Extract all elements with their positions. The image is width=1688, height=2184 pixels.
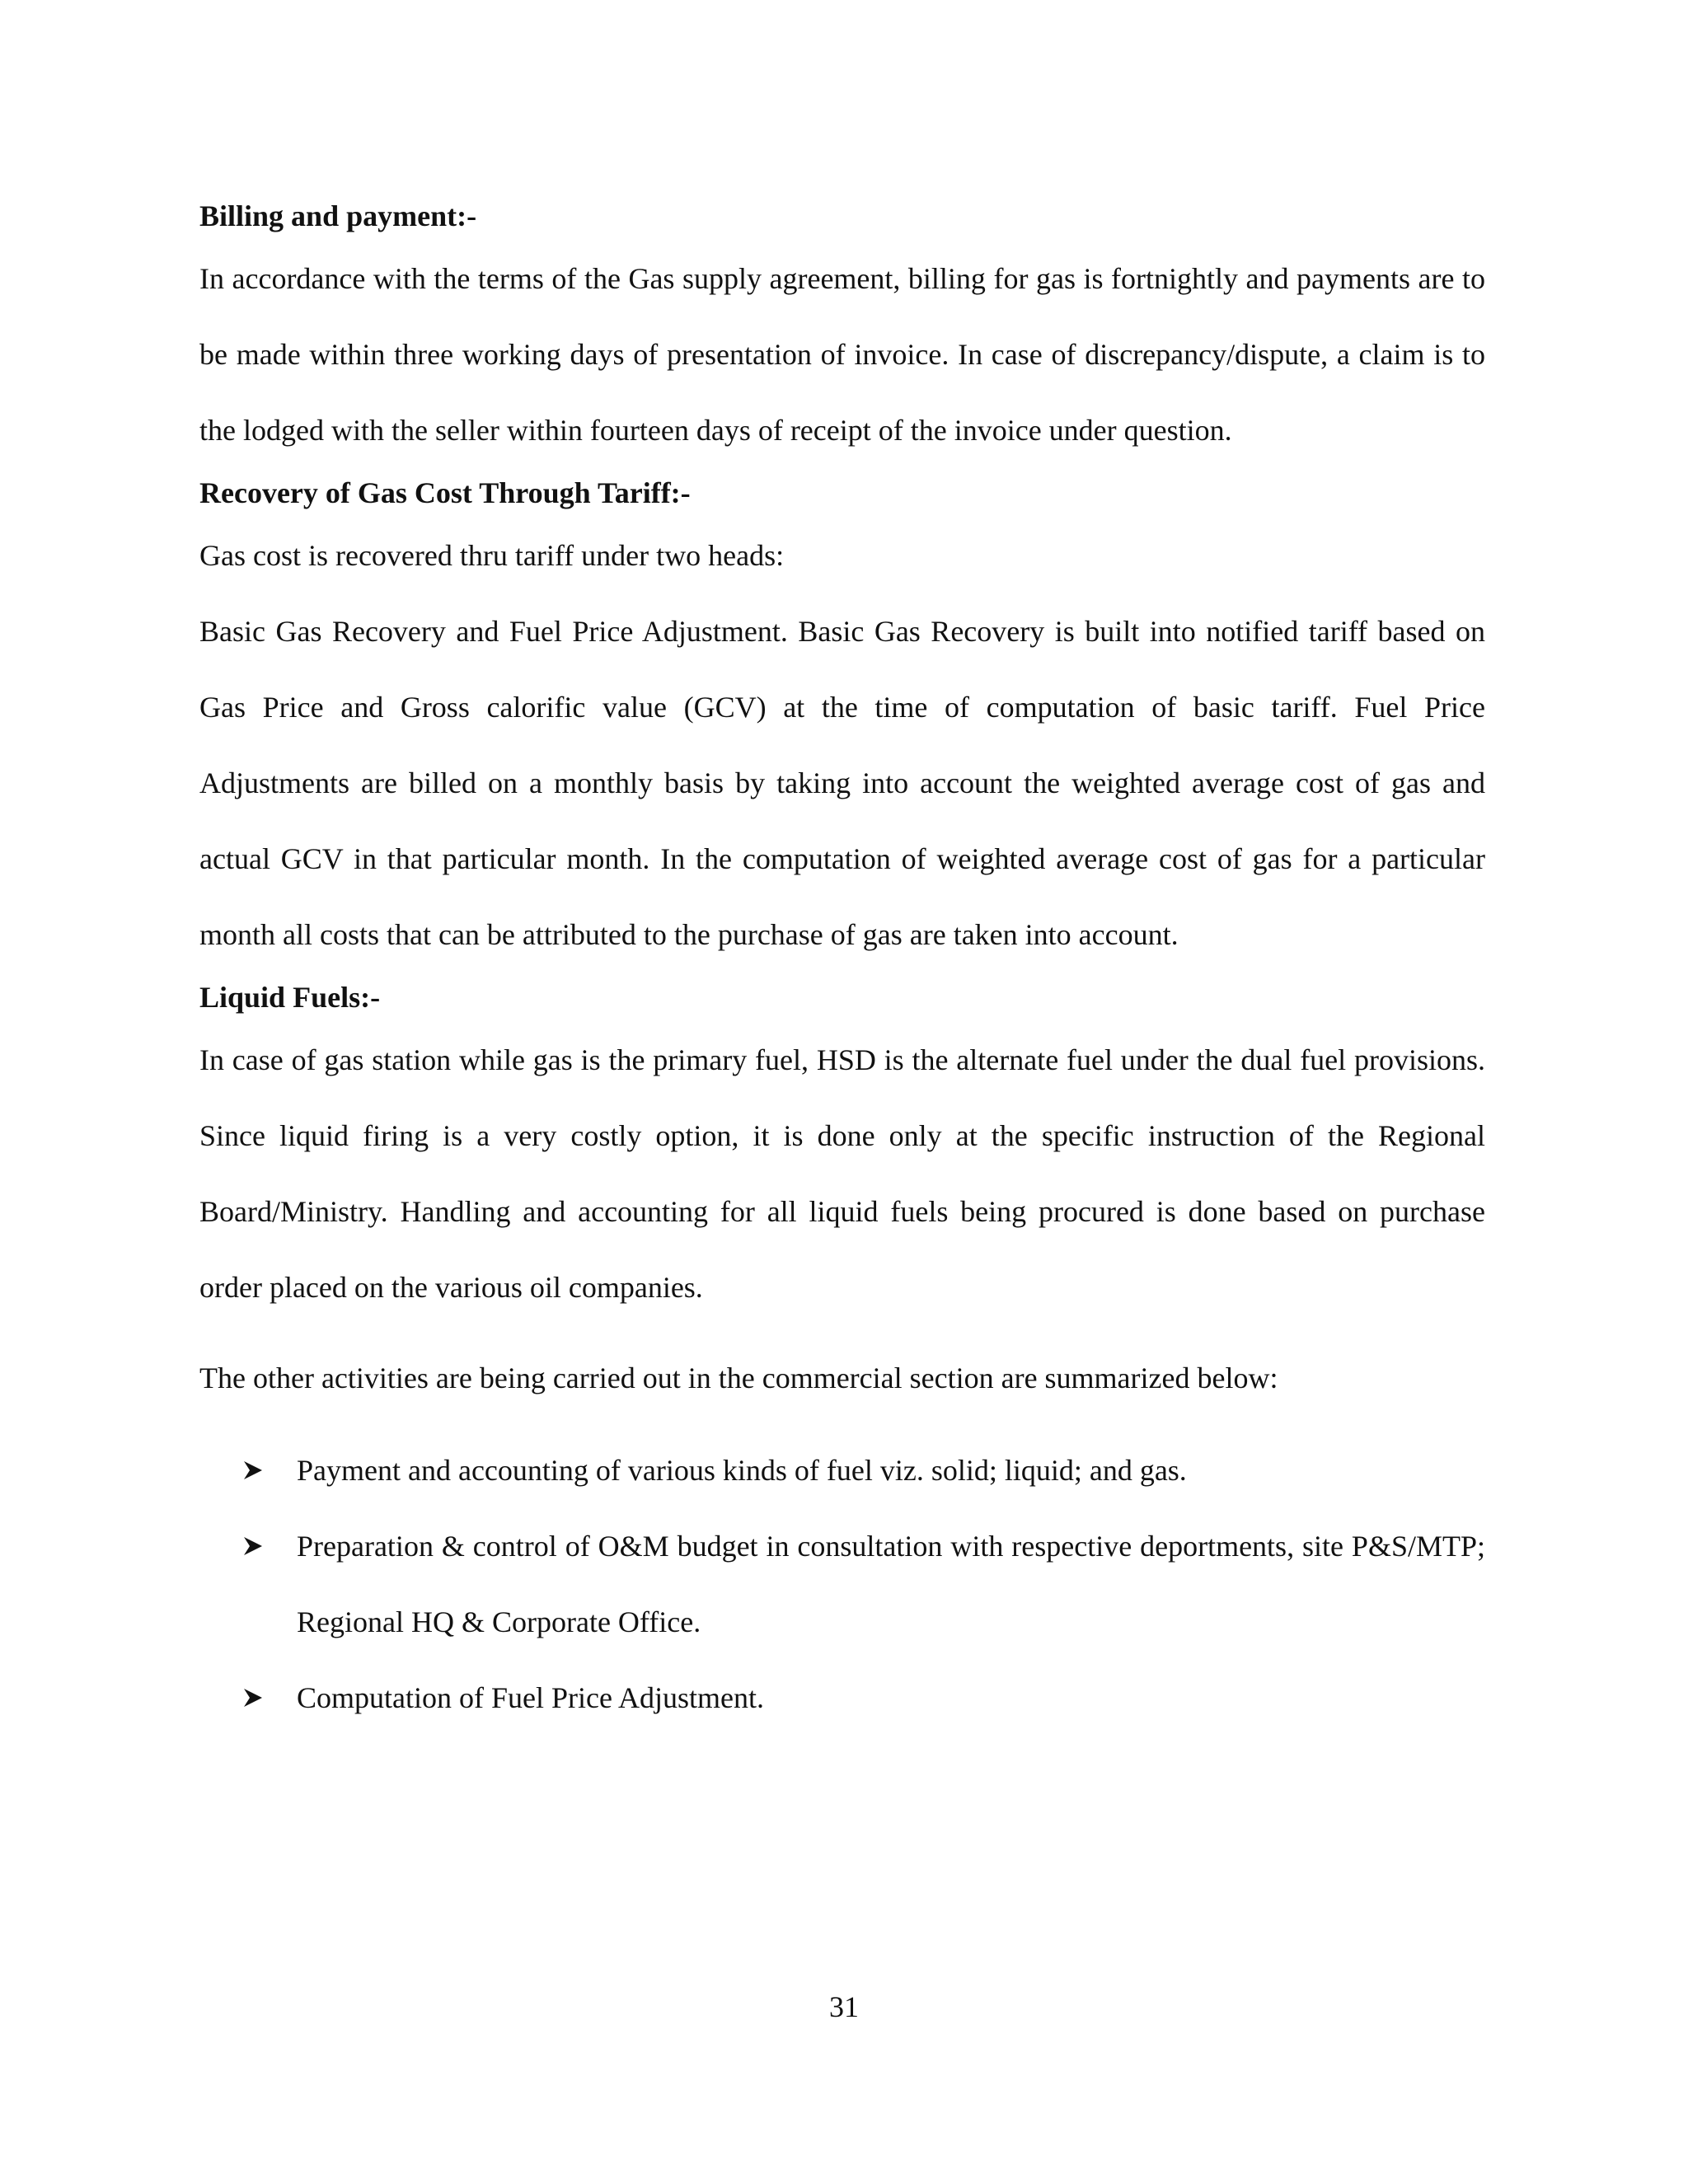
arrowhead-bullet-icon <box>242 1432 275 1508</box>
page-number: 31 <box>829 1990 859 2023</box>
paragraph-liquid-fuels: In case of gas station while gas is the primary fuel, HSD is the alternate fuel under the dual fuel provisions. Since liquid firing is a very costly option, it is done only at the specific instruction of the Regional Board/Ministry. Handling and accounting for all liquid fuels being procured is done based on purchase order placed on the various oil companies. <box>199 1043 1485 1304</box>
bullet-text: Payment and accounting of various kinds of fuel viz. solid; liquid; and gas. <box>297 1454 1187 1487</box>
list-item <box>199 1432 1485 1508</box>
bullet-text: Computation of Fuel Price Adjustment. <box>297 1681 764 1714</box>
arrowhead-bullet-icon <box>242 1508 275 1584</box>
page-content <box>199 191 1485 1736</box>
paragraph-recovery-body: Basic Gas Recovery and Fuel Price Adjustment. Basic Gas Recovery is built into notified tariff based on Gas Price and Gross calorific value (GCV) at the time of computation of basic tariff. Fuel Price Adjustments are billed on a monthly basis by taking into account the weighted average cost of gas and actual GCV in that particular month. In the computation of weighted average cost of gas for a particular month all costs that can be attributed to the purchase of gas are taken into account. <box>199 615 1485 951</box>
heading-liquid-fuels: Liquid Fuels:- <box>199 981 381 1014</box>
list-item <box>199 1508 1485 1660</box>
paragraph-billing: In accordance with the terms of the Gas supply agreement, billing for gas is fortnightly and payments are to be made within three working days of presentation of invoice. In case of discrepancy/dispute, a claim is to the lodged with the seller within fourteen days of receipt of the invoice under question. <box>199 262 1485 447</box>
heading-billing-and-payment: Billing and payment:- <box>199 199 477 232</box>
paragraph-other-activities: The other activities are being carried out in the commercial section are summarized below: <box>199 1361 1278 1394</box>
bullet-text: Preparation & control of O&M budget in consultation with respective deportments, site P&S/MTP; Regional HQ & Corporate Office. <box>297 1530 1485 1638</box>
activities-bullet-list <box>199 1432 1485 1736</box>
heading-recovery-of-gas-cost: Recovery of Gas Cost Through Tariff:- <box>199 476 691 509</box>
list-item <box>199 1660 1485 1736</box>
arrowhead-bullet-icon <box>242 1660 275 1736</box>
paragraph-recovery-intro: Gas cost is recovered thru tariff under two heads: <box>199 539 785 572</box>
